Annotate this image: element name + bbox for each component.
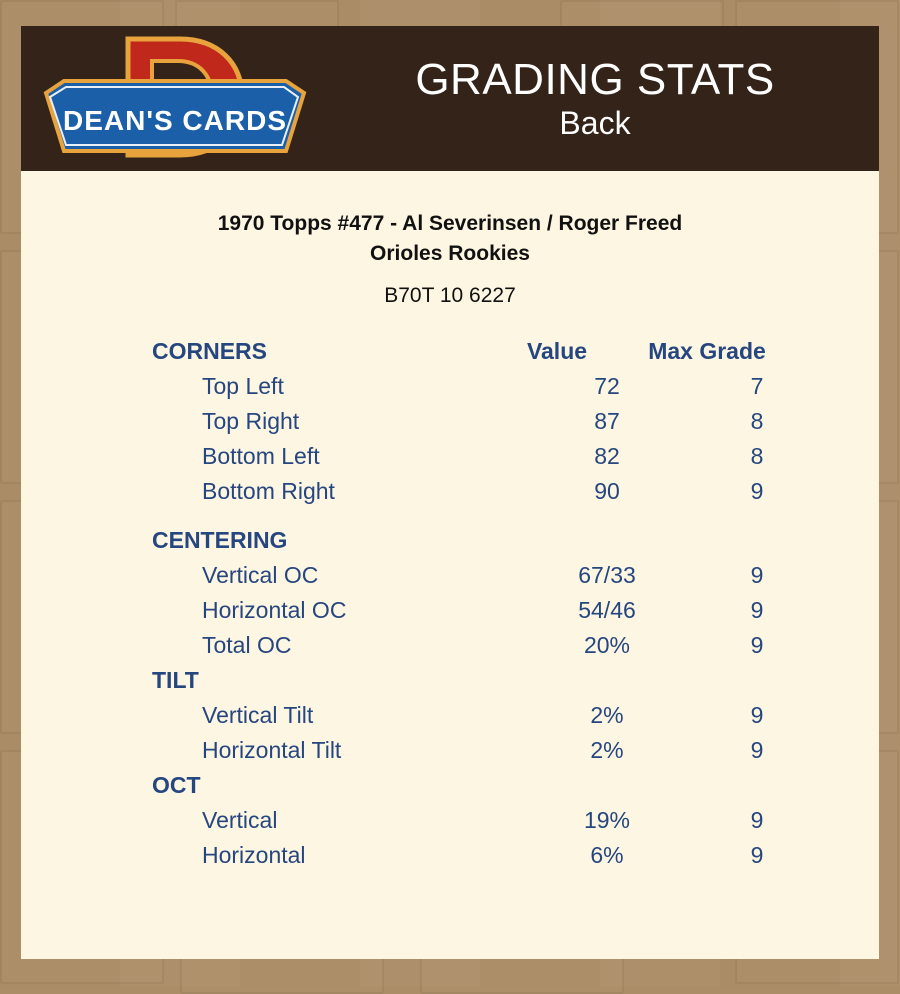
- table-row: [152, 443, 839, 478]
- table-row: [152, 737, 839, 772]
- row-max-grade: 8: [750, 407, 764, 434]
- row-max-grade: 9: [750, 596, 764, 623]
- row-label: Total OC: [202, 631, 292, 658]
- table-row: [152, 632, 839, 667]
- section-label: OCT: [152, 771, 201, 798]
- row-label: Bottom Right: [202, 477, 335, 504]
- row-max-grade: 9: [750, 561, 764, 588]
- card-title-line1: 1970 Topps #477 - Al Severinsen / Roger Freed: [217, 212, 683, 235]
- row-label: Vertical: [202, 806, 278, 833]
- grading-stats-table: [21, 338, 879, 877]
- section-header-corners: [152, 338, 839, 373]
- grading-stats-document: [21, 26, 879, 959]
- card-code: B70T 10 6227: [384, 283, 516, 307]
- row-value: 90: [594, 477, 620, 504]
- row-value: 2%: [590, 736, 624, 763]
- document-body: [21, 209, 879, 877]
- row-label: Vertical Tilt: [202, 701, 314, 728]
- row-label: Bottom Left: [202, 442, 320, 469]
- row-label: Horizontal Tilt: [202, 736, 342, 763]
- card-title: [21, 209, 879, 270]
- card-title-line2: Orioles Rookies: [370, 242, 530, 266]
- row-max-grade: 7: [750, 372, 764, 399]
- row-value: 20%: [583, 631, 631, 658]
- row-max-grade: 8: [750, 442, 764, 469]
- row-value: 72: [594, 372, 620, 399]
- row-value: 6%: [590, 841, 624, 868]
- row-value: 19%: [583, 806, 631, 833]
- column-header-value: Value: [526, 337, 588, 364]
- section-header-centering: [152, 527, 839, 562]
- row-max-grade: 9: [750, 701, 764, 728]
- row-value: 54/46: [578, 596, 636, 623]
- logo-text: DEAN'S CARDS: [62, 105, 288, 136]
- row-max-grade: 9: [750, 736, 764, 763]
- table-row: [152, 408, 839, 443]
- row-max-grade: 9: [750, 841, 764, 868]
- table-row: [152, 702, 839, 737]
- row-max-grade: 9: [750, 477, 764, 504]
- column-header-max-grade: Max Grade: [648, 337, 766, 364]
- table-row: [152, 597, 839, 632]
- table-row: [152, 842, 839, 877]
- section-spacer: [152, 513, 839, 527]
- section-label: CENTERING: [152, 526, 288, 553]
- section-label: TILT: [152, 666, 199, 693]
- row-value: 82: [594, 442, 620, 469]
- row-label: Top Right: [202, 407, 300, 434]
- header-title-block: [311, 26, 879, 171]
- row-label: Horizontal: [202, 841, 306, 868]
- row-label: Vertical OC: [202, 561, 319, 588]
- section-label: CORNERS: [152, 337, 268, 364]
- deans-cards-logo: [40, 31, 310, 166]
- page-subtitle: Back: [559, 104, 631, 141]
- row-value: 67/33: [578, 561, 636, 588]
- row-value: 87: [594, 407, 620, 434]
- row-value: 2%: [590, 701, 624, 728]
- section-header-oct: [152, 772, 839, 807]
- page-title: GRADING STATS: [415, 54, 775, 104]
- row-label: Top Left: [202, 372, 284, 399]
- table-row: [152, 807, 839, 842]
- table-row: [152, 562, 839, 597]
- row-label: Horizontal OC: [202, 596, 347, 623]
- row-max-grade: 9: [750, 806, 764, 833]
- table-row: [152, 373, 839, 408]
- table-row: [152, 478, 839, 513]
- document-header: [21, 26, 879, 171]
- section-header-tilt: [152, 667, 839, 702]
- row-max-grade: 9: [750, 631, 764, 658]
